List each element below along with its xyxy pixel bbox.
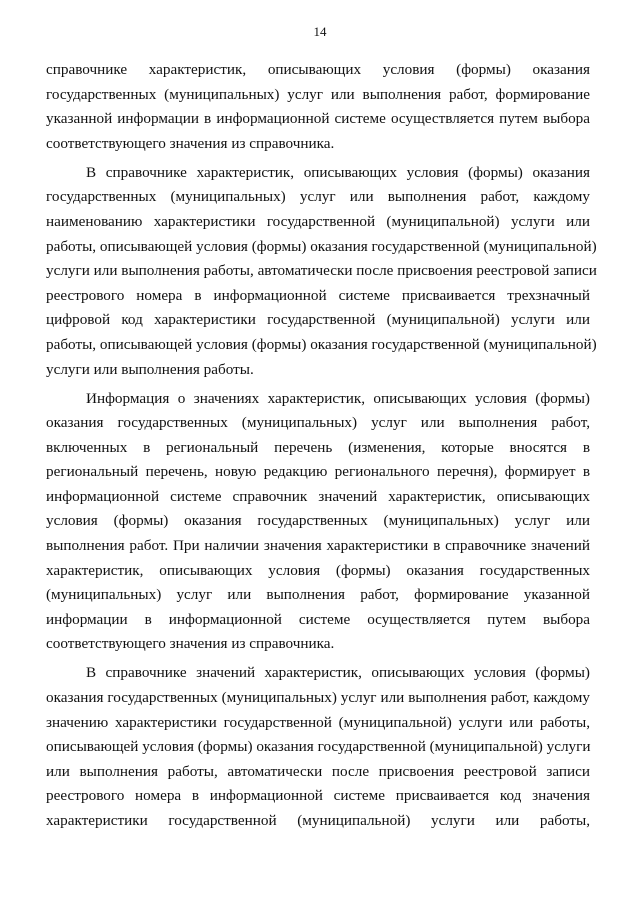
text-line: В справочнике значений характеристик, описывающих условия (формы)	[86, 664, 590, 682]
text-line: характеристик, описывающих условия (формы) оказания государственных	[46, 561, 590, 579]
text-line: реестрового номера в информационной системе присваивается код значения	[46, 787, 590, 805]
paragraph	[46, 387, 590, 658]
text-line: значению характеристики государственной (муниципальной) услуги или работы,	[46, 713, 590, 731]
text-line: государственных (муниципальных) услуг или выполнения работ, формирование	[46, 85, 590, 103]
text-line: характеристики государственной (муниципальной) услуги или работы,	[46, 811, 590, 829]
text-line: услуги или выполнения работы.	[46, 360, 254, 378]
text-line: оказания государственных (муниципальных) услуг или выполнения работ,	[46, 414, 590, 432]
text-line: региональный перечень, новую редакцию регионального перечня), формирует в	[46, 463, 590, 481]
text-line: описывающей условия (формы) оказания государственной (муниципальной) услуги	[46, 738, 591, 756]
text-line: соответствующего значения из справочника.	[46, 635, 335, 653]
paragraph	[46, 661, 590, 833]
text-line: справочнике характеристик, описывающих условия (формы) оказания	[46, 61, 590, 78]
text-line: реестрового номера в информационной системе присваивается трехзначный	[46, 286, 590, 304]
text-line: оказания государственных (муниципальных) услуг или выполнения работ, каждому	[46, 689, 590, 707]
text-line: (муниципальных) услуг или выполнения работ, формирование указанной	[46, 586, 590, 604]
page-number: 14	[313, 24, 327, 39]
text-line: включенных в региональный перечень (изменения, которые вносятся в	[46, 438, 590, 456]
text-line: информации в информационной системе осуществляется путем выбора	[46, 610, 590, 628]
text-line: работы, описывающей условия (формы) оказания государственной (муниципальной)	[46, 237, 597, 255]
text-line: наименованию характеристики государственной (муниципальной) услуги или	[46, 212, 590, 230]
paragraph	[46, 161, 597, 382]
text-line: условия (формы) оказания государственных (муниципальных) услуг или	[46, 512, 590, 530]
document-body	[46, 58, 597, 834]
text-line: государственных (муниципальных) услуг или выполнения работ, каждому	[46, 188, 590, 206]
text-line: работы, описывающей условия (формы) оказания государственной (муниципальной)	[46, 335, 597, 353]
text-line: соответствующего значения из справочника.	[46, 134, 335, 152]
text-line: Информация о значениях характеристик, описывающих условия (формы)	[86, 389, 590, 407]
text-line: выполнения работ. При наличии значения характеристики в справочнике значений	[46, 537, 590, 555]
text-line: услуги или выполнения работы, автоматически после присвоения реестровой записи	[46, 262, 597, 280]
text-line: указанной информации в информационной системе осуществляется путем выбора	[46, 110, 590, 128]
text-line: или выполнения работы, автоматически после присвоения реестровой записи	[46, 762, 590, 780]
text-line: В справочнике характеристик, описывающих условия (формы) оказания	[86, 163, 590, 181]
text-line: информационной системе справочник значений характеристик, описывающих	[46, 487, 590, 505]
text-line: цифровой код характеристики государственной (муниципальной) услуги или	[46, 311, 590, 329]
paragraph	[46, 58, 590, 156]
